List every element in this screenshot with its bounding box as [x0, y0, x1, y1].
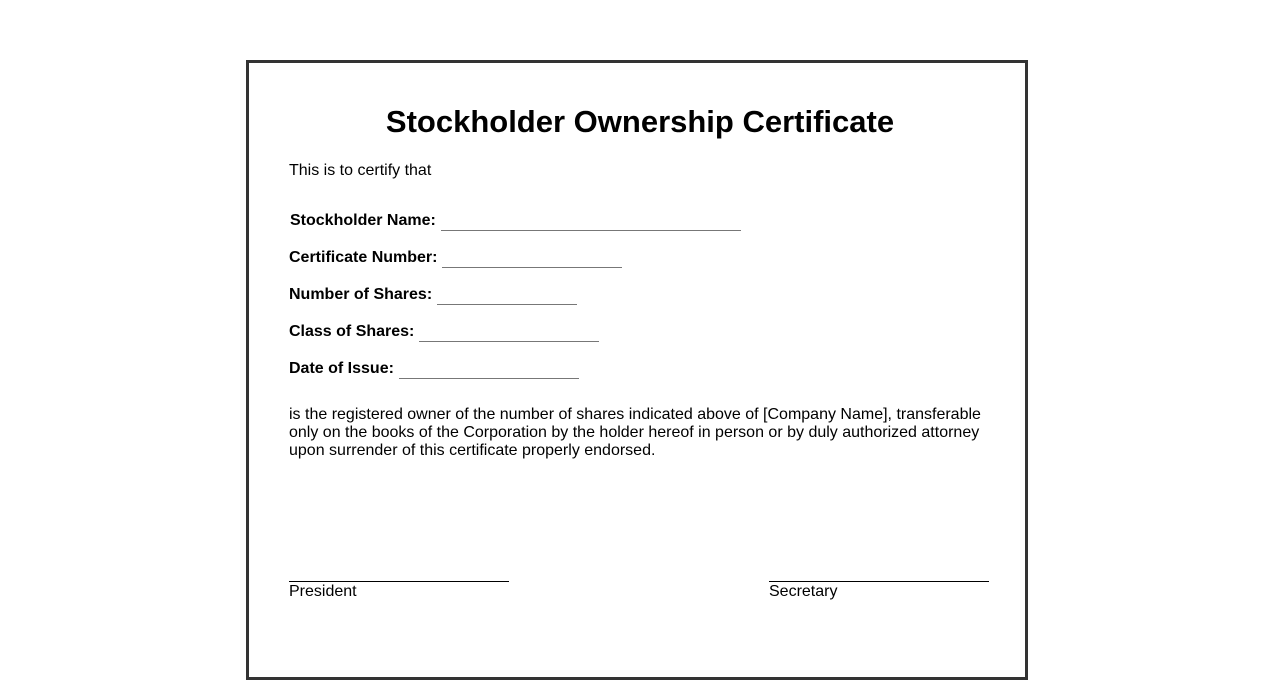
certificate-number-blank: [442, 249, 622, 268]
certificate-title: Stockholder Ownership Certificate: [385, 104, 895, 139]
number-of-shares-label: Number of Shares:: [289, 286, 433, 303]
secretary-signature-line: [769, 566, 989, 582]
date-of-issue-field: [289, 355, 579, 379]
stockholder-name-field: [290, 207, 741, 231]
president-signature-block: [289, 566, 509, 602]
stockholder-name-label: Stockholder Name:: [290, 212, 436, 229]
president-signature-line: [289, 566, 509, 582]
certificate-number-field: [289, 244, 622, 268]
number-of-shares-blank: [437, 286, 577, 305]
ownership-statement: is the registered owner of the number of shares indicated above of [Company Name], transferable only on the books of the Corporation by the holder hereof in person or by duly authorized attorney upon surrender of this certificate properly endorsed.: [289, 406, 981, 459]
certify-intro-text: This is to certify that: [289, 162, 432, 179]
class-of-shares-label: Class of Shares:: [289, 323, 415, 340]
certificate-document: [246, 60, 1028, 680]
secretary-label: Secretary: [769, 583, 838, 600]
class-of-shares-field: [289, 318, 599, 342]
secretary-signature-block: [769, 566, 989, 602]
stockholder-name-blank: [441, 212, 741, 231]
date-of-issue-blank: [399, 360, 579, 379]
president-label: President: [289, 583, 357, 600]
class-of-shares-blank: [419, 323, 599, 342]
number-of-shares-field: [289, 281, 577, 305]
certificate-number-label: Certificate Number:: [289, 249, 438, 266]
date-of-issue-label: Date of Issue:: [289, 360, 394, 377]
